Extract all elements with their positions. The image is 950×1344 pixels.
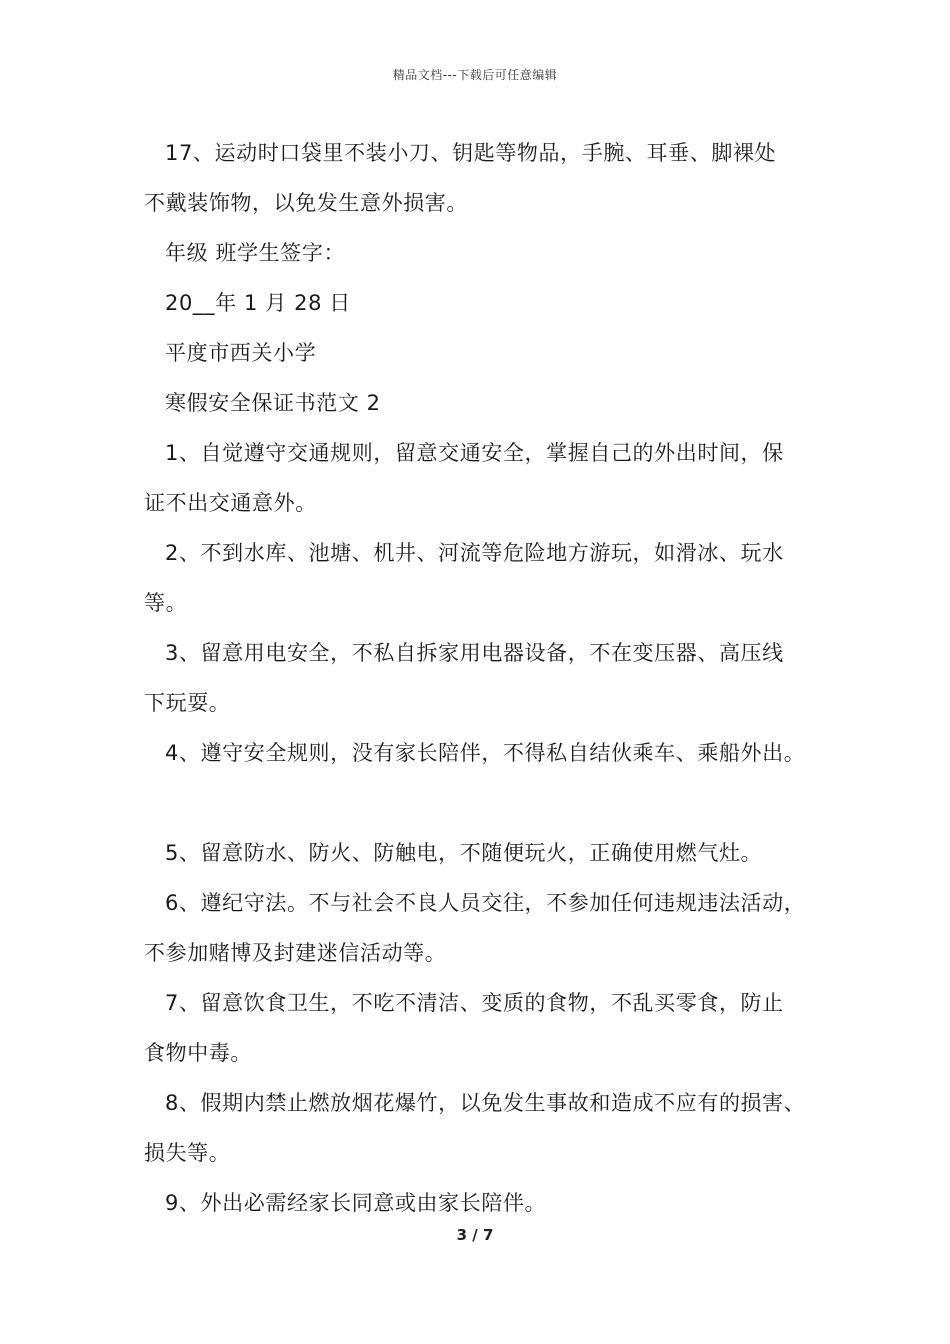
paragraph-line: 食物中毒。 — [144, 1041, 252, 1065]
paragraph-line: 6、遵纪守法。不与社会不良人员交往，不参加任何违规违法活动， — [165, 891, 806, 915]
paragraph-line: 不戴装饰物，以免发生意外损害。 — [144, 191, 468, 215]
section-title: 寒假安全保证书范文 2 — [165, 391, 381, 415]
paragraph-line: 证不出交通意外。 — [144, 491, 317, 515]
paragraph-line: 7、留意饮食卫生，不吃不清洁、变质的食物，不乱买零食，防止 — [165, 991, 784, 1015]
paragraph-line: 2、不到水库、池塘、机井、河流等危险地方游玩，如滑冰、玩水 — [165, 541, 784, 565]
paragraph-line: 5、留意防水、防火、防触电，不随便玩火，正确使用燃气灶。 — [165, 841, 763, 865]
document-body — [144, 128, 820, 1228]
paragraph-line: 8、假期内禁止燃放烟花爆竹，以免发生事故和造成不应有的损害、 — [165, 1091, 806, 1115]
paragraph-line: 3、留意用电安全，不私自拆家用电器设备，不在变压器、高压线 — [165, 641, 784, 665]
paragraph-line: 损失等。 — [144, 1141, 231, 1165]
paragraph-line: 4、遵守安全规则，没有家长陪伴，不得私自结伙乘车、乘船外出。 — [165, 741, 806, 765]
paragraph-line: 不参加赌博及封建迷信活动等。 — [144, 941, 447, 965]
signature-line: 年级 班学生签字： — [165, 241, 346, 265]
document-header: 精品文档---下载后可任意编辑 — [392, 68, 558, 82]
paragraph-line: 9、外出必需经家长同意或由家长陪伴。 — [165, 1191, 547, 1215]
school-name: 平度市西关小学 — [165, 341, 317, 365]
date-line: 20__年 1 月 28 日 — [165, 291, 351, 315]
blank-line — [144, 778, 820, 828]
paragraph-line: 等。 — [144, 591, 188, 615]
paragraph-line: 1、自觉遵守交通规则，留意交通安全，掌握自己的外出时间，保 — [165, 441, 784, 465]
page-number: 3 / 7 — [456, 1226, 494, 1244]
paragraph-line: 下玩耍。 — [144, 691, 231, 715]
paragraph-line: 17、运动时口袋里不装小刀、钥匙等物品，手腕、耳垂、脚裸处 — [165, 141, 777, 165]
